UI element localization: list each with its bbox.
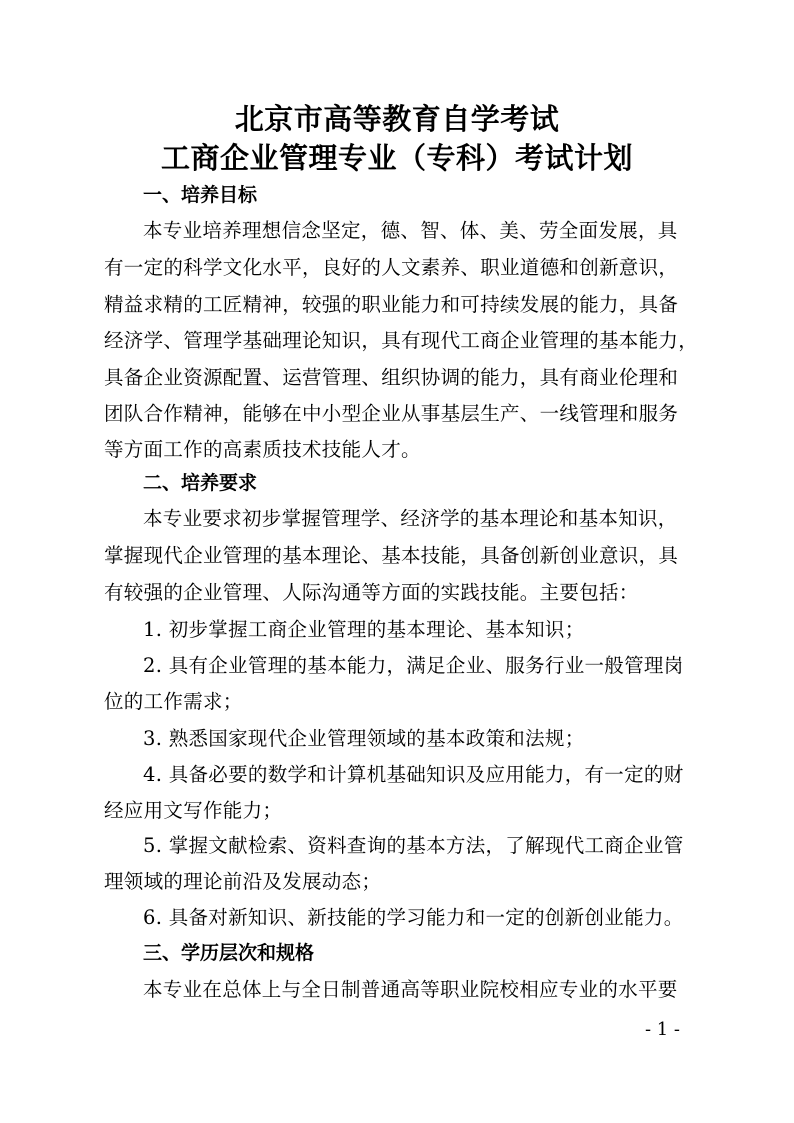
- doc-title-line1: 北京市高等教育自学考试: [234, 102, 560, 136]
- paragraph-line: 精益求精的工匠精神，较强的职业能力和可持续发展的能力，具备: [104, 293, 679, 316]
- paragraph-line: 团队合作精神，能够在中小型企业从事基层生产、一线管理和服务: [104, 402, 679, 425]
- section-heading-education-level: 三、学历层次和规格: [143, 942, 315, 964]
- page-number: - 1 -: [644, 1019, 680, 1040]
- list-item-continuation: 位的工作需求；: [104, 690, 243, 713]
- list-item: 3. 熟悉国家现代企业管理领域的基本政策和法规；: [143, 727, 585, 750]
- paragraph-line: 具备企业资源配置、运营管理、组织协调的能力，具有商业伦理和: [104, 366, 679, 389]
- list-item: 2. 具有企业管理的基本能力，满足企业、服务行业一般管理岗: [143, 654, 684, 677]
- paragraph-line: 经济学、管理学基础理论知识，具有现代工商企业管理的基本能力，: [104, 329, 699, 352]
- paragraph-line: 本专业培养理想信念坚定，德、智、体、美、劳全面发展，具: [143, 219, 678, 242]
- paragraph-line: 掌握现代企业管理的基本理论、基本技能，具备创新创业意识，具: [104, 544, 679, 567]
- paragraph-line: 等方面工作的高素质技术技能人才。: [104, 438, 421, 461]
- list-item: 6. 具备对新知识、新技能的学习能力和一定的创新创业能力。: [143, 906, 684, 929]
- list-item: 4. 具备必要的数学和计算机基础知识及应用能力，有一定的财: [143, 763, 684, 786]
- doc-title-line2: 工商企业管理专业（专科）考试计划: [160, 141, 633, 175]
- paragraph-line: 有一定的科学文化水平，良好的人文素养、职业道德和创新意识，: [104, 256, 679, 279]
- list-item: 5. 掌握文献检索、资料查询的基本方法，了解现代工商企业管: [143, 834, 684, 857]
- section-heading-requirements: 二、培养要求: [143, 472, 258, 494]
- paragraph-line: 本专业在总体上与全日制普通高等职业院校相应专业的水平要: [143, 978, 678, 1001]
- paragraph-line: 本专业要求初步掌握管理学、经济学的基本理论和基本知识，: [143, 507, 678, 530]
- list-item-continuation: 理领域的理论前沿及发展动态；: [104, 870, 382, 893]
- section-heading-goals: 一、培养目标: [143, 184, 258, 206]
- paragraph-line: 有较强的企业管理、人际沟通等方面的实践技能。主要包括：: [104, 581, 639, 604]
- list-item: 1. 初步掌握工商企业管理的基本理论、基本知识；: [143, 618, 585, 641]
- list-item-continuation: 经应用文写作能力；: [104, 799, 283, 822]
